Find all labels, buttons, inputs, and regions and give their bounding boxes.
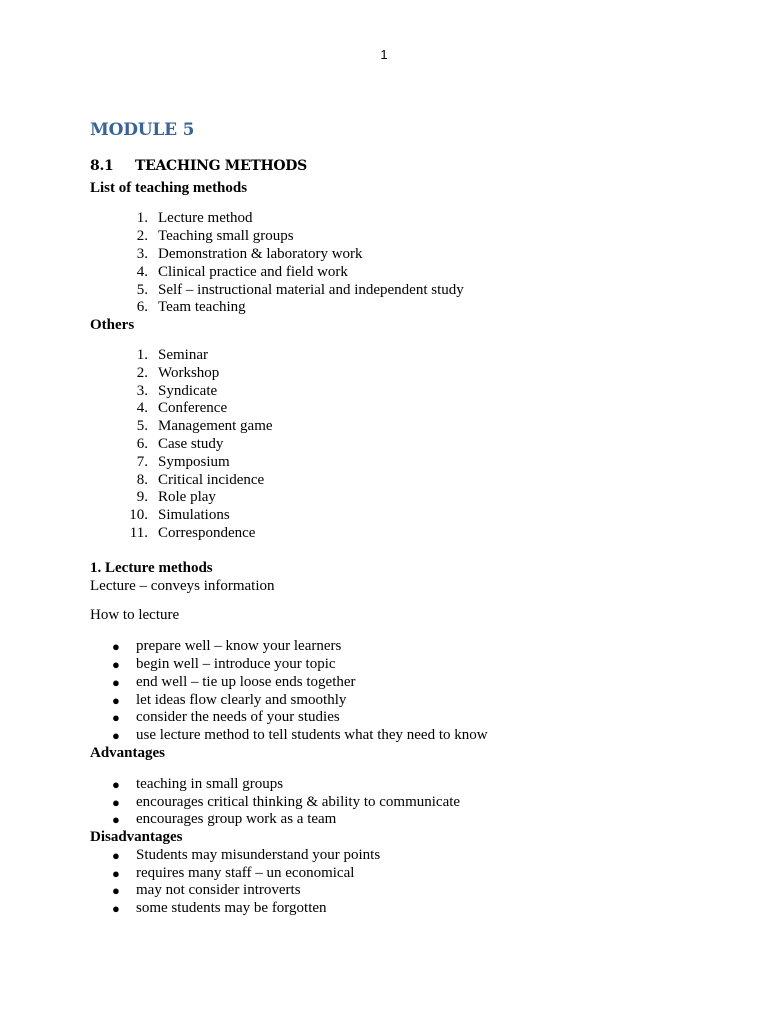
bullet-icon: ● (112, 847, 120, 863)
list-item (128, 454, 710, 472)
list-item (128, 472, 710, 490)
list-item-text: begin well – introduce your topic (136, 655, 336, 672)
list-item-text: Teaching small groups (158, 228, 294, 245)
list-item (128, 347, 710, 365)
list-number: 6. (136, 435, 148, 452)
list-item-text: encourages critical thinking & ability to communicate (136, 793, 461, 810)
lecture-heading: 1. Lecture methods (90, 559, 213, 576)
list-number: 1. (136, 210, 148, 227)
list-item-text: Syndicate (158, 382, 218, 399)
list-item-text: Seminar (158, 346, 208, 363)
list-item-text: Lecture method (158, 210, 253, 227)
list-item-text: prepare well – know your learners (136, 638, 342, 655)
list-item-text: Self – instructional material and independent study (158, 281, 464, 298)
list-item-text: encourages group work as a team (136, 811, 337, 828)
list-item-text: Critical incidence (158, 471, 265, 488)
lecture-definition: Lecture – conveys information (90, 577, 275, 594)
list-item (128, 507, 710, 525)
list-item (112, 882, 710, 900)
bullet-icon: ● (112, 710, 120, 726)
list-item-text: Workshop (158, 364, 220, 381)
document-body (90, 122, 710, 918)
advantages-list (112, 776, 710, 829)
list-number: 7. (136, 453, 148, 470)
list-item-text: teaching in small groups (136, 775, 284, 792)
list-item-text: requires many staff – un economical (136, 864, 355, 881)
bullet-icon: ● (112, 639, 120, 655)
list-item-text: consider the needs of your studies (136, 709, 340, 726)
list-item-text: Simulations (158, 507, 230, 524)
bullet-icon: ● (112, 728, 120, 744)
list-item-text: Management game (158, 418, 273, 435)
others-list (128, 347, 710, 543)
module-title: MODULE 5 (90, 120, 195, 140)
list-item (128, 246, 710, 264)
list-item-text: Team teaching (158, 299, 246, 316)
bullet-icon: ● (112, 812, 120, 828)
teaching-methods-list (128, 210, 710, 317)
list-item (128, 525, 710, 543)
list-item-text: Clinical practice and field work (158, 263, 348, 280)
list-item-text: Correspondence (158, 524, 256, 541)
section-heading (90, 158, 710, 176)
list-number: 4. (136, 263, 148, 280)
list-number: 2. (136, 364, 148, 381)
advantages-heading: Advantages (90, 744, 166, 761)
list-number: 2. (136, 228, 148, 245)
how-to-heading: How to lecture (90, 607, 180, 624)
list-item (128, 210, 710, 228)
bullet-icon: ● (112, 794, 120, 810)
section-title: TEACHING METHODS (135, 157, 307, 174)
list-number: 8. (136, 471, 148, 488)
bullet-icon: ● (112, 883, 120, 899)
list-number: 9. (136, 489, 148, 506)
list-item (128, 383, 710, 401)
section-number: 8.1 (90, 157, 114, 174)
list-number: 1. (136, 346, 148, 363)
list-item (112, 900, 710, 918)
list-item (112, 794, 710, 812)
bullet-icon: ● (112, 865, 120, 881)
list-item-text: end well – tie up loose ends together (136, 673, 356, 690)
list-item (112, 674, 710, 692)
list-item (112, 709, 710, 727)
list-item (112, 638, 710, 656)
list-number: 10. (129, 507, 148, 524)
list-item (128, 436, 710, 454)
list-item (128, 282, 710, 300)
list-item-text: Case study (158, 435, 224, 452)
list-item-text: Students may misunderstand your points (136, 846, 381, 863)
list-number: 3. (136, 245, 148, 262)
bullet-icon: ● (112, 901, 120, 917)
list-item-text: some students may be forgotten (136, 900, 327, 917)
list-item (112, 865, 710, 883)
list-item-text: Symposium (158, 453, 230, 470)
list-number: 6. (136, 299, 148, 316)
disadvantages-heading: Disadvantages (90, 829, 183, 846)
list-item (128, 228, 710, 246)
list-item (128, 489, 710, 507)
list-item-text: Role play (158, 489, 216, 506)
list-number: 11. (129, 524, 148, 541)
list-number: 5. (136, 418, 148, 435)
list-item (112, 776, 710, 794)
list-item (128, 400, 710, 418)
list-item-text: Conference (158, 400, 228, 417)
list-item (128, 418, 710, 436)
list-item-text: use lecture method to tell students what they need to know (136, 727, 488, 744)
list-item-text: let ideas flow clearly and smoothly (136, 691, 347, 708)
list-item (112, 727, 710, 745)
bullet-icon: ● (112, 656, 120, 672)
list-number: 4. (136, 400, 148, 417)
list-item (112, 811, 710, 829)
others-heading: Others (90, 317, 135, 334)
disadvantages-list (112, 847, 710, 918)
list-number: 5. (136, 281, 148, 298)
bullet-icon: ● (112, 692, 120, 708)
list-item (128, 264, 710, 282)
list-item-text: Demonstration & laboratory work (158, 245, 363, 262)
list-item (112, 847, 710, 865)
list-item (128, 299, 710, 317)
page-number: 1 (380, 47, 388, 62)
list-item (112, 692, 710, 710)
bullet-icon: ● (112, 776, 120, 792)
how-to-list (112, 638, 710, 745)
list-heading: List of teaching methods (90, 179, 248, 196)
list-item (112, 656, 710, 674)
list-item (128, 365, 710, 383)
list-item-text: may not consider introverts (136, 882, 301, 899)
bullet-icon: ● (112, 674, 120, 690)
list-number: 3. (136, 382, 148, 399)
